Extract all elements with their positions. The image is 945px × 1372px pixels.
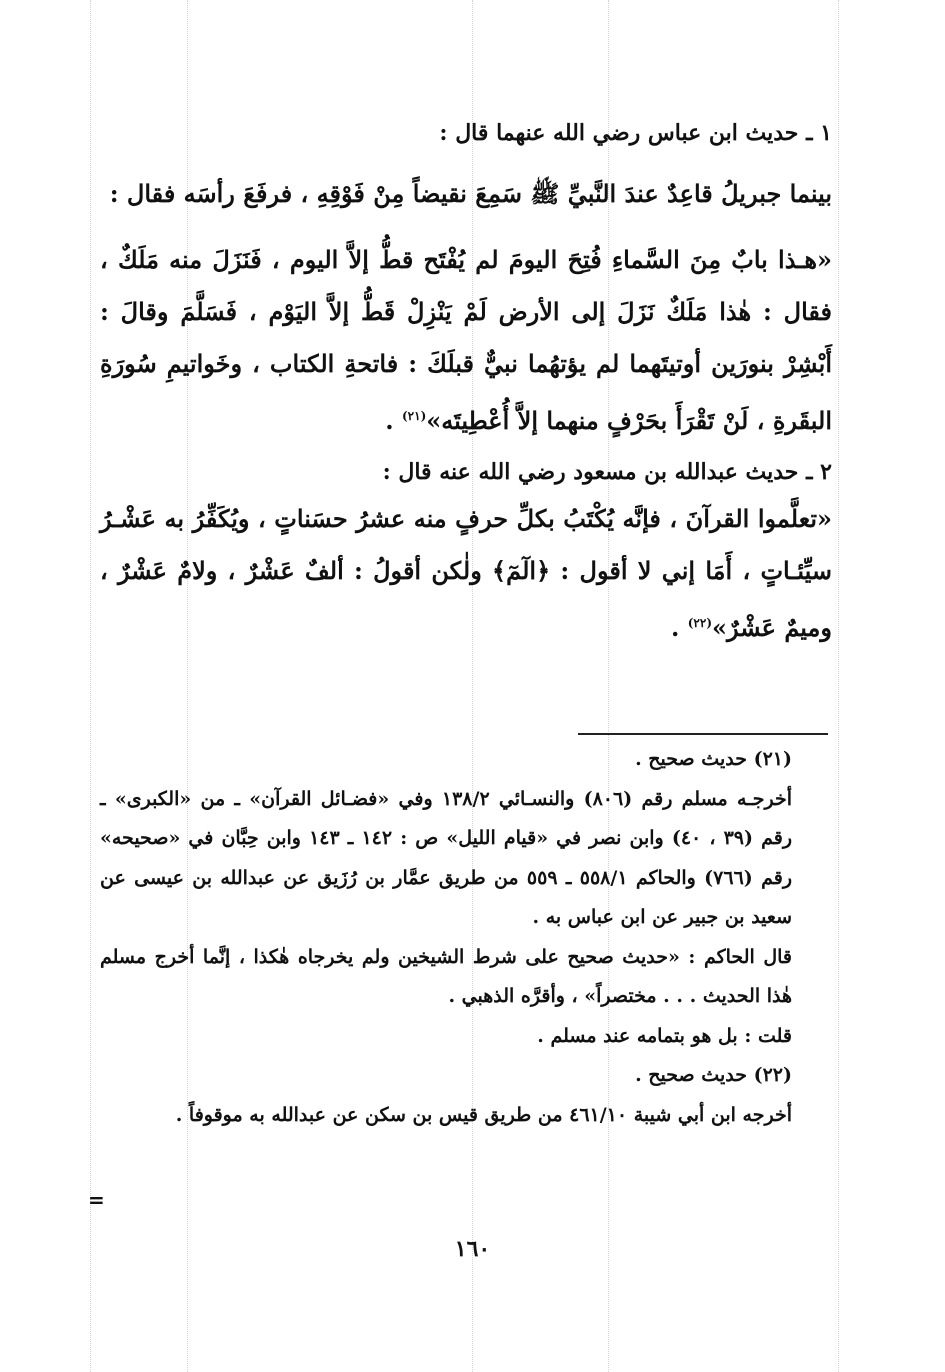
footnote-21-note: قلت : بل هو بتمامه عند مسلم .: [537, 1024, 792, 1047]
section-1-intro: بينما جبريلُ قاعِدٌ عندَ النَّبيِّ ﷺ سَمِعَ نقيضاً مِنْ فَوْقِهِ ، فرفَعَ رأسَه فقال :: [109, 179, 832, 208]
footnote-21-body: أخرجـه مسلم رقم (٨٠٦) والنسـائي ١٣٨/٢ وفي «فضـائل القرآن» ـ من «الكبرى» ـ رقم (٣٩ ، ٤٠) وابن نصر في «قيام الليل» ص : ١٤٢ ـ ١٤٣ وابن حِبَّان في «صحيحه» رقم (٧٦٦) والحاكم ٥٥٨/١ ـ ٥٥٩ من طريق عمَّار بن رُزَيق عن عبدالله بن عيسى عن سعيد بن جبير عن ابن عباس به .: [100, 787, 792, 928]
footnote-ref[interactable]: (٢١): [401, 409, 427, 423]
footnote-ref[interactable]: (٢٢): [687, 616, 712, 630]
footnote-21-hakim: قال الحاكم : «حديث صحيح على شرط الشيخين ولم يخرجاه هٰكذا ، إنَّما أخرج مسلم هٰذا الحديث . . . مختصراً» ، وأقرَّه الذهبي .: [100, 945, 792, 1007]
footnote-22-body: أخرجه ابن أبي شيبة ٤٦١/١٠ من طريق قيس بن سكن عن عبدالله به موقوفاً .: [175, 1103, 792, 1126]
hadith-text: «هـذا بابٌ مِنَ السَّماءِ فُتِحَ اليومَ لم يُفْتَح قطُّ إلاَّ اليوم ، فَنَزَلَ منه مَلَكٌ ، فقال : هٰذا مَلَكٌ نَزَلَ إلى الأرض لَمْ يَنْزِلْ قَطُّ إلاَّ اليَوْم ، فَسَلَّمَ وقالَ : أَبْشِرْ بنورَين أوتيتَهما لم يؤتهُما نبيٌّ قبلَكَ : فاتحةِ الكتاب ، وخَواتيمِ سُورَةِ البقَرةِ ، لَنْ تَقْرَأَ بحَرْفٍ منهما إلاَّ أُعْطِيتَه»: [100, 245, 832, 435]
footnote-21-title: (٢١) حديث صحيح .: [635, 748, 792, 770]
main-text: [100, 112, 832, 654]
footnote-divider: [578, 733, 828, 735]
page-number: ١٦٠: [454, 1236, 491, 1262]
section-2-heading: ٢ ـ حديث عبدالله بن مسعود رضي الله عنه قال :: [382, 459, 832, 485]
scan-guide-line: [90, 0, 91, 1372]
period: .: [385, 406, 402, 435]
scan-guide-line: [838, 0, 839, 1372]
section-1-heading: ١ ـ حديث ابن عباس رضي الله عنهما قال :: [439, 120, 832, 146]
footnotes: [100, 740, 832, 1135]
hadith-text: «تعلَّموا القرآنَ ، فإنَّه يُكْتَبُ بكلِّ حرفٍ منه عشرُ حسَناتٍ ، ويُكَفِّرُ به عَشْـرُ سيِّئـاتٍ ، أَمَا إني لا أقول : ﴿الٓمٓ﴾ ولٰكن أقولُ : ألفٌ عَشْرٌ ، ولامٌ عَشْرٌ ، وميمٌ عَشْرٌ»: [100, 504, 833, 642]
footnote-22-title: (٢٢) حديث صحيح .: [635, 1064, 792, 1086]
section-1-hadith: [100, 234, 832, 447]
continuation-mark: =: [88, 1188, 105, 1212]
section-2-hadith: [100, 493, 832, 654]
period: .: [671, 613, 688, 642]
